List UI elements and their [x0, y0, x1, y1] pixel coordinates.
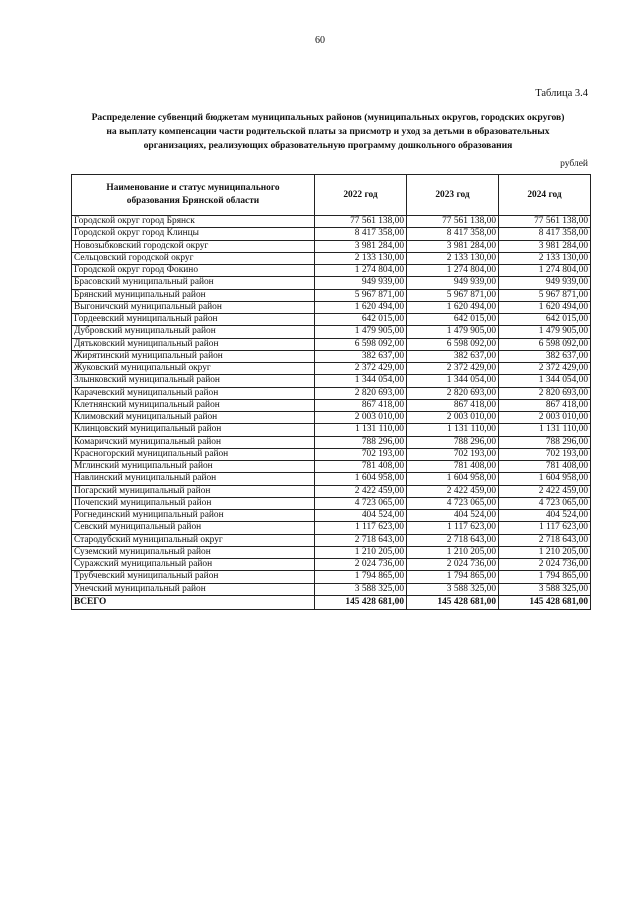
- row-value-2023: 949 939,00: [407, 277, 499, 289]
- row-value-2024: 3 981 284,00: [499, 240, 591, 252]
- row-value-2023: 6 598 092,00: [407, 338, 499, 350]
- total-label: ВСЕГО: [72, 595, 315, 609]
- header-2024: 2024 год: [499, 175, 591, 216]
- row-value-2022: 1 210 205,00: [315, 546, 407, 558]
- row-name: Красногорский муниципальный район: [72, 448, 315, 460]
- row-value-2024: 2 718 643,00: [499, 534, 591, 546]
- row-value-2024: 1 794 865,00: [499, 571, 591, 583]
- row-name: Стародубский муниципальный округ: [72, 534, 315, 546]
- row-name: Выгоничский муниципальный район: [72, 301, 315, 313]
- table-row: [72, 314, 591, 326]
- table-row: [72, 350, 591, 362]
- row-value-2023: 1 344 054,00: [407, 375, 499, 387]
- row-value-2022: 2 820 693,00: [315, 387, 407, 399]
- table-row: [72, 436, 591, 448]
- row-value-2023: 2 820 693,00: [407, 387, 499, 399]
- table-row: [72, 571, 591, 583]
- page-number: 60: [315, 35, 325, 46]
- row-value-2024: 77 561 138,00: [499, 216, 591, 228]
- subsidy-table: [71, 174, 591, 610]
- row-name: Жуковский муниципальный округ: [72, 363, 315, 375]
- table-row: [72, 510, 591, 522]
- row-name: Дубровский муниципальный район: [72, 326, 315, 338]
- row-name: Карачевский муниципальный район: [72, 387, 315, 399]
- row-name: Брянский муниципальный район: [72, 289, 315, 301]
- row-name: Комаричский муниципальный район: [72, 436, 315, 448]
- row-name: Мглинский муниципальный район: [72, 461, 315, 473]
- row-value-2024: 1 131 110,00: [499, 424, 591, 436]
- row-value-2022: 1 620 494,00: [315, 301, 407, 313]
- table-row: [72, 338, 591, 350]
- row-value-2022: 1 794 865,00: [315, 571, 407, 583]
- row-value-2022: 77 561 138,00: [315, 216, 407, 228]
- table-row: [72, 375, 591, 387]
- header-2023: 2023 год: [407, 175, 499, 216]
- row-value-2022: 1 344 054,00: [315, 375, 407, 387]
- row-value-2024: 949 939,00: [499, 277, 591, 289]
- row-value-2022: 2 133 130,00: [315, 252, 407, 264]
- row-value-2024: 1 479 905,00: [499, 326, 591, 338]
- row-value-2023: 702 193,00: [407, 448, 499, 460]
- row-name: Гордеевский муниципальный район: [72, 314, 315, 326]
- row-value-2023: 8 417 358,00: [407, 228, 499, 240]
- row-value-2022: 642 015,00: [315, 314, 407, 326]
- row-value-2022: 867 418,00: [315, 399, 407, 411]
- row-value-2023: 404 524,00: [407, 510, 499, 522]
- title-line: Распределение субвенций бюджетам муниципальных районов (муниципальных округов, городских округов): [91, 112, 565, 123]
- row-name: Новозыбковский городской округ: [72, 240, 315, 252]
- row-value-2022: 2 024 736,00: [315, 559, 407, 571]
- header-name: Наименование и статус муниципального образования Брянской области: [72, 175, 315, 216]
- row-value-2022: 6 598 092,00: [315, 338, 407, 350]
- row-name: Трубчевский муниципальный район: [72, 571, 315, 583]
- row-name: Рогнединский муниципальный район: [72, 510, 315, 522]
- row-name: Клетнянский муниципальный район: [72, 399, 315, 411]
- row-value-2022: 1 117 623,00: [315, 522, 407, 534]
- row-value-2024: 1 274 804,00: [499, 265, 591, 277]
- row-name: Городской округ город Брянск: [72, 216, 315, 228]
- table-row: [72, 252, 591, 264]
- title-line: на выплату компенсации части родительской платы за присмотр и уход за детьми в образовательных: [106, 126, 550, 137]
- table-row: [72, 461, 591, 473]
- row-value-2024: 1 604 958,00: [499, 473, 591, 485]
- row-value-2023: 1 131 110,00: [407, 424, 499, 436]
- total-row: [72, 595, 591, 609]
- row-value-2024: 382 637,00: [499, 350, 591, 362]
- row-value-2024: 1 117 623,00: [499, 522, 591, 534]
- row-value-2024: 2 820 693,00: [499, 387, 591, 399]
- row-value-2023: 3 588 325,00: [407, 583, 499, 595]
- row-value-2024: 3 588 325,00: [499, 583, 591, 595]
- row-value-2022: 1 274 804,00: [315, 265, 407, 277]
- row-name: Погарский муниципальный район: [72, 485, 315, 497]
- row-name: Жирятинский муниципальный район: [72, 350, 315, 362]
- row-name: Сельцовский городской округ: [72, 252, 315, 264]
- row-value-2024: 4 723 065,00: [499, 497, 591, 509]
- table-row: [72, 546, 591, 558]
- row-value-2023: 3 981 284,00: [407, 240, 499, 252]
- table-row: [72, 497, 591, 509]
- row-name: Дятьковский муниципальный район: [72, 338, 315, 350]
- row-value-2023: 781 408,00: [407, 461, 499, 473]
- row-value-2022: 702 193,00: [315, 448, 407, 460]
- table-row: [72, 228, 591, 240]
- title-line: организациях, реализующих образовательную программу дошкольного образования: [143, 140, 513, 151]
- row-value-2024: 8 417 358,00: [499, 228, 591, 240]
- table-row: [72, 387, 591, 399]
- row-value-2024: 2 372 429,00: [499, 363, 591, 375]
- row-value-2024: 702 193,00: [499, 448, 591, 460]
- row-name: Клинцовский муниципальный район: [72, 424, 315, 436]
- row-value-2023: 2 422 459,00: [407, 485, 499, 497]
- row-value-2022: 1 479 905,00: [315, 326, 407, 338]
- table-header-row: [72, 175, 591, 216]
- row-value-2023: 788 296,00: [407, 436, 499, 448]
- row-value-2022: 1 604 958,00: [315, 473, 407, 485]
- total-value-2024: 145 428 681,00: [499, 595, 591, 609]
- row-value-2024: 642 015,00: [499, 314, 591, 326]
- row-value-2022: 8 417 358,00: [315, 228, 407, 240]
- row-value-2022: 404 524,00: [315, 510, 407, 522]
- row-value-2022: 2 372 429,00: [315, 363, 407, 375]
- row-value-2023: 1 117 623,00: [407, 522, 499, 534]
- table-label: Таблица 3.4: [535, 88, 588, 99]
- table-row: [72, 289, 591, 301]
- row-value-2023: 1 794 865,00: [407, 571, 499, 583]
- row-value-2024: 2 003 010,00: [499, 412, 591, 424]
- table-row: [72, 399, 591, 411]
- row-name: Суземский муниципальный район: [72, 546, 315, 558]
- row-name: Климовский муниципальный район: [72, 412, 315, 424]
- row-value-2023: 382 637,00: [407, 350, 499, 362]
- row-name: Брасовский муниципальный район: [72, 277, 315, 289]
- row-value-2024: 2 422 459,00: [499, 485, 591, 497]
- table-row: [72, 326, 591, 338]
- row-value-2023: 5 967 871,00: [407, 289, 499, 301]
- row-value-2023: 2 003 010,00: [407, 412, 499, 424]
- table-row: [72, 473, 591, 485]
- units-label: рублей: [560, 159, 588, 169]
- header-2022: 2022 год: [315, 175, 407, 216]
- row-value-2023: 1 620 494,00: [407, 301, 499, 313]
- table-row: [72, 583, 591, 595]
- row-value-2024: 1 344 054,00: [499, 375, 591, 387]
- table-row: [72, 216, 591, 228]
- row-name: Городской округ город Фокино: [72, 265, 315, 277]
- row-value-2022: 788 296,00: [315, 436, 407, 448]
- row-value-2023: 1 274 804,00: [407, 265, 499, 277]
- total-value-2022: 145 428 681,00: [315, 595, 407, 609]
- row-name: Суражский муниципальный район: [72, 559, 315, 571]
- row-value-2024: 781 408,00: [499, 461, 591, 473]
- row-value-2023: 2 133 130,00: [407, 252, 499, 264]
- row-value-2023: 867 418,00: [407, 399, 499, 411]
- row-value-2023: 2 718 643,00: [407, 534, 499, 546]
- row-value-2022: 3 588 325,00: [315, 583, 407, 595]
- row-value-2024: 1 620 494,00: [499, 301, 591, 313]
- row-value-2023: 2 024 736,00: [407, 559, 499, 571]
- row-name: Навлинский муниципальный район: [72, 473, 315, 485]
- row-value-2023: 1 479 905,00: [407, 326, 499, 338]
- row-value-2022: 949 939,00: [315, 277, 407, 289]
- row-value-2024: 2 133 130,00: [499, 252, 591, 264]
- row-value-2022: 382 637,00: [315, 350, 407, 362]
- row-value-2023: 2 372 429,00: [407, 363, 499, 375]
- row-value-2023: 1 210 205,00: [407, 546, 499, 558]
- table-row: [72, 412, 591, 424]
- table-row: [72, 534, 591, 546]
- row-value-2024: 404 524,00: [499, 510, 591, 522]
- table-body: [72, 216, 591, 610]
- table-row: [72, 424, 591, 436]
- row-value-2023: 642 015,00: [407, 314, 499, 326]
- row-value-2022: 2 422 459,00: [315, 485, 407, 497]
- row-name: Севский муниципальный район: [72, 522, 315, 534]
- row-name: Унечский муниципальный район: [72, 583, 315, 595]
- row-value-2024: 5 967 871,00: [499, 289, 591, 301]
- document-title: [60, 111, 596, 153]
- table-row: [72, 559, 591, 571]
- table-row: [72, 448, 591, 460]
- row-name: Злынковский муниципальный район: [72, 375, 315, 387]
- table-row: [72, 265, 591, 277]
- row-value-2022: 3 981 284,00: [315, 240, 407, 252]
- table-row: [72, 301, 591, 313]
- row-value-2022: 1 131 110,00: [315, 424, 407, 436]
- row-name: Городской округ город Клинцы: [72, 228, 315, 240]
- table-row: [72, 522, 591, 534]
- row-value-2024: 1 210 205,00: [499, 546, 591, 558]
- row-value-2023: 1 604 958,00: [407, 473, 499, 485]
- row-name: Почепский муниципальный район: [72, 497, 315, 509]
- row-value-2022: 5 967 871,00: [315, 289, 407, 301]
- row-value-2022: 4 723 065,00: [315, 497, 407, 509]
- table-row: [72, 363, 591, 375]
- row-value-2023: 4 723 065,00: [407, 497, 499, 509]
- row-value-2024: 2 024 736,00: [499, 559, 591, 571]
- table-row: [72, 485, 591, 497]
- row-value-2022: 781 408,00: [315, 461, 407, 473]
- row-value-2024: 867 418,00: [499, 399, 591, 411]
- total-value-2023: 145 428 681,00: [407, 595, 499, 609]
- row-value-2023: 77 561 138,00: [407, 216, 499, 228]
- table-row: [72, 240, 591, 252]
- row-value-2022: 2 003 010,00: [315, 412, 407, 424]
- row-value-2022: 2 718 643,00: [315, 534, 407, 546]
- row-value-2024: 788 296,00: [499, 436, 591, 448]
- row-value-2024: 6 598 092,00: [499, 338, 591, 350]
- table-row: [72, 277, 591, 289]
